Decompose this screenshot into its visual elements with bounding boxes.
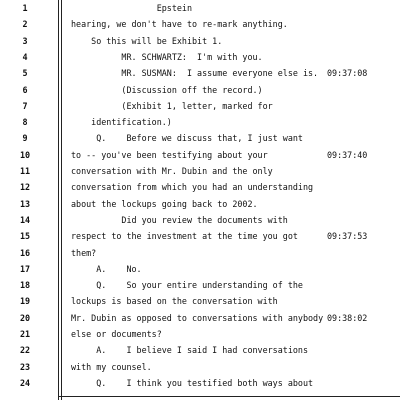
line-text: Epstein bbox=[71, 3, 193, 13]
transcript-line bbox=[0, 359, 400, 375]
line-text: with my counsel. bbox=[71, 361, 152, 372]
transcript-line bbox=[0, 98, 400, 114]
transcript-line bbox=[0, 147, 400, 163]
line-number: 15 bbox=[19, 231, 31, 242]
line-text: Q. I think you testified both ways about bbox=[71, 377, 314, 388]
transcript-line bbox=[0, 0, 400, 16]
line-text: conversation from which you had an understanding bbox=[71, 182, 314, 193]
transcript-line bbox=[0, 342, 400, 358]
line-number: 3 bbox=[22, 35, 28, 46]
transcript-line bbox=[0, 326, 400, 342]
transcript-line bbox=[0, 212, 400, 228]
transcript-line bbox=[0, 114, 400, 130]
line-text: MR. SUSMAN: I assume everyone else is. bbox=[71, 68, 319, 79]
line-text: Q. So your entire understanding of the bbox=[71, 280, 303, 291]
line-number: 7 bbox=[22, 100, 28, 111]
line-text: So this will be Exhibit 1. bbox=[71, 35, 223, 46]
transcript-line bbox=[0, 130, 400, 146]
line-timestamp: 09:37:08 bbox=[327, 68, 368, 79]
transcript-line bbox=[0, 310, 400, 326]
line-text: (Exhibit 1, letter, marked for bbox=[71, 100, 273, 111]
line-timestamp: 09:38:02 bbox=[327, 312, 368, 323]
line-text: A. No. bbox=[71, 263, 142, 274]
line-number: 9 bbox=[22, 133, 28, 144]
transcript-line bbox=[0, 375, 400, 391]
line-text: hearing, we don't have to re-mark anything. bbox=[71, 19, 288, 30]
transcript-line bbox=[0, 49, 400, 65]
line-number: 23 bbox=[19, 361, 31, 372]
transcript-line bbox=[0, 179, 400, 195]
line-number: 6 bbox=[22, 84, 28, 95]
line-number: 21 bbox=[19, 329, 31, 339]
transcript-line bbox=[0, 82, 400, 98]
line-number: 11 bbox=[19, 166, 31, 176]
line-number: 18 bbox=[19, 280, 31, 291]
line-text: A. I believe I said I had conversations bbox=[71, 345, 308, 356]
transcript-line bbox=[0, 33, 400, 49]
line-text: Q. Before we discuss that, I just want bbox=[71, 133, 303, 144]
line-number: 17 bbox=[19, 263, 31, 274]
transcript-line bbox=[0, 293, 400, 309]
transcript-line bbox=[0, 277, 400, 293]
line-number: 20 bbox=[19, 312, 31, 323]
line-number: 22 bbox=[19, 345, 31, 356]
line-text: respect to the investment at the time you got bbox=[71, 231, 298, 242]
line-text: (Discussion off the record.) bbox=[71, 84, 263, 95]
line-number: 19 bbox=[19, 296, 31, 307]
line-number: 4 bbox=[22, 51, 28, 62]
line-number: 10 bbox=[19, 149, 31, 160]
line-number: 12 bbox=[19, 182, 31, 193]
line-text: else or documents? bbox=[71, 329, 162, 339]
line-number: 13 bbox=[19, 198, 31, 209]
line-number: 14 bbox=[19, 214, 31, 225]
line-number: 2 bbox=[22, 19, 28, 30]
transcript-line bbox=[0, 65, 400, 81]
line-text: Did you review the documents with bbox=[71, 214, 288, 225]
transcript-line bbox=[0, 261, 400, 277]
transcript-line bbox=[0, 228, 400, 244]
transcript-line bbox=[0, 245, 400, 261]
line-text: conversation with Mr. Dubin and the only bbox=[71, 166, 273, 176]
line-text: lockups is based on the conversation with bbox=[71, 296, 278, 307]
line-number: 24 bbox=[19, 377, 31, 388]
transcript-line bbox=[0, 16, 400, 32]
line-text: identification.) bbox=[71, 117, 172, 128]
line-number: 16 bbox=[19, 247, 31, 258]
line-timestamp: 09:37:53 bbox=[327, 231, 368, 242]
line-text: about the lockups going back to 2002. bbox=[71, 198, 258, 209]
line-text: Mr. Dubin as opposed to conversations with anybody bbox=[71, 312, 324, 323]
line-timestamp: 09:37:40 bbox=[327, 149, 368, 160]
transcript-line bbox=[0, 196, 400, 212]
transcript-line bbox=[0, 163, 400, 179]
bottom-rule bbox=[58, 396, 400, 397]
line-number: 8 bbox=[22, 117, 28, 128]
line-number: 5 bbox=[22, 68, 28, 79]
line-number: 1 bbox=[22, 3, 28, 13]
line-text: MR. SCHWARTZ: I'm with you. bbox=[71, 51, 263, 62]
line-text: them? bbox=[71, 247, 97, 258]
line-text: to -- you've been testifying about your bbox=[71, 149, 268, 160]
